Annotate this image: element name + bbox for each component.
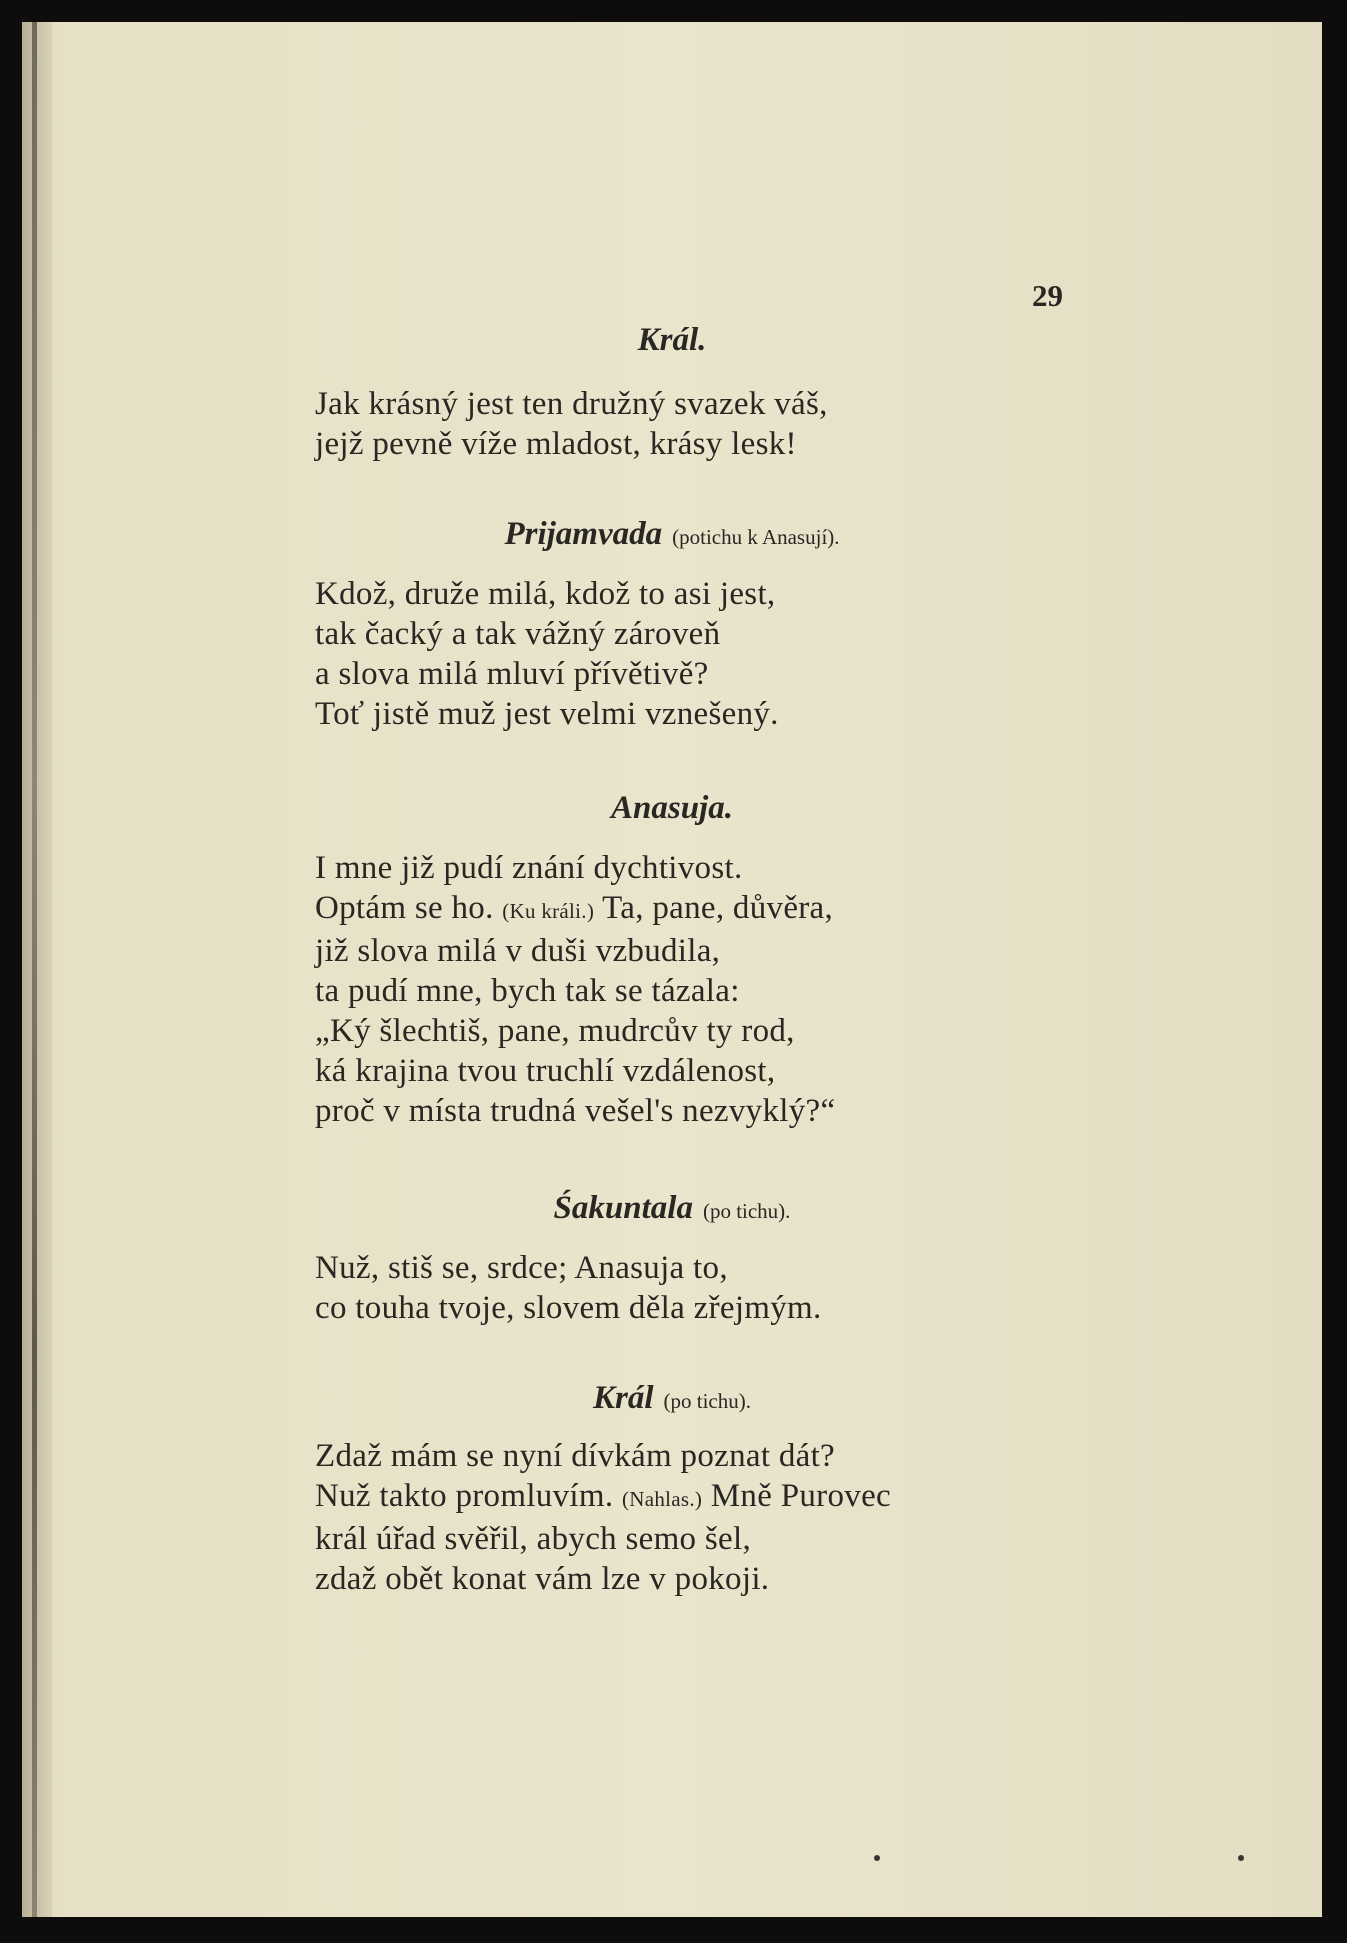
- speaker-heading: [22, 790, 1322, 827]
- stage-direction: (potichu k Anasují).: [672, 525, 840, 549]
- verse-block: [315, 384, 828, 464]
- stage-direction: (Nahlas.): [621, 1487, 703, 1511]
- verse-line: Nuž, stiš se, srdce; Anasuja to,: [315, 1250, 728, 1286]
- verse-line: ta pudí mne, bych tak se tázala:: [315, 973, 740, 1009]
- verse-text: Nuž takto promluvím.: [315, 1478, 614, 1514]
- verse-block: [315, 1436, 891, 1599]
- verse-line: [315, 888, 835, 931]
- verse-line: [315, 1476, 891, 1519]
- page-number: 29: [1032, 278, 1063, 313]
- verse-line: Kdož, druže milá, kdož to asi jest,: [315, 576, 776, 612]
- speaker-name: Král.: [637, 322, 707, 358]
- page-gutter: [22, 22, 52, 1917]
- verse-text: Mně Purovec: [710, 1478, 891, 1514]
- verse-line: tak čacký a tak vážný zároveň: [315, 616, 721, 652]
- verse-line: Zdaž mám se nyní dívkám poznat dát?: [315, 1438, 836, 1474]
- verse-block: [315, 1248, 822, 1328]
- ink-speck: [1238, 1855, 1244, 1861]
- verse-line: a slova milá mluví přívětivě?: [315, 656, 709, 692]
- verse-line: co touha tvoje, slovem děla zřejmým.: [315, 1290, 822, 1326]
- speaker-heading: [22, 1190, 1322, 1227]
- verse-text: Ta, pane, důvěra,: [602, 890, 834, 926]
- verse-line: zdaž obět konat vám lze v pokoji.: [315, 1561, 770, 1597]
- speaker-name: Král: [592, 1380, 654, 1416]
- verse-line: Jak krásný jest ten družný svazek váš,: [315, 386, 828, 422]
- stage-direction: (Ku králi.): [502, 899, 595, 923]
- verse-line: I mne již pudí znání dychtivost.: [315, 850, 743, 886]
- stage-direction: (po tichu).: [702, 1199, 791, 1223]
- speaker-heading: [22, 322, 1322, 359]
- verse-line: ká krajina tvou truchlí vzdálenost,: [315, 1053, 776, 1089]
- ink-speck: [874, 1855, 880, 1861]
- verse-line: již slova milá v duši vzbudila,: [315, 933, 721, 969]
- binding-edge: [32, 22, 37, 1917]
- speaker-name: Anasuja.: [611, 790, 733, 826]
- verse-line: „Ký šlechtiš, pane, mudrcův ty rod,: [315, 1013, 795, 1049]
- book-page: [22, 22, 1322, 1917]
- verse-line: Toť jistě muž jest velmi vznešený.: [315, 696, 779, 732]
- verse-line: jejž pevně víže mladost, krásy lesk!: [315, 426, 797, 462]
- verse-text: Optám se ho.: [315, 890, 494, 926]
- speaker-heading: [22, 1380, 1322, 1417]
- speaker-name: Prijamvada: [504, 516, 663, 552]
- verse-block: [315, 848, 835, 1131]
- verse-block: [315, 574, 779, 734]
- verse-line: král úřad svěřil, abych semo šel,: [315, 1521, 752, 1557]
- stage-direction: (po tichu).: [663, 1389, 751, 1413]
- verse-line: proč v místa trudná vešel's nezvyklý?“: [315, 1093, 836, 1129]
- speaker-name: Śakuntala: [553, 1190, 693, 1226]
- speaker-heading: [22, 516, 1322, 553]
